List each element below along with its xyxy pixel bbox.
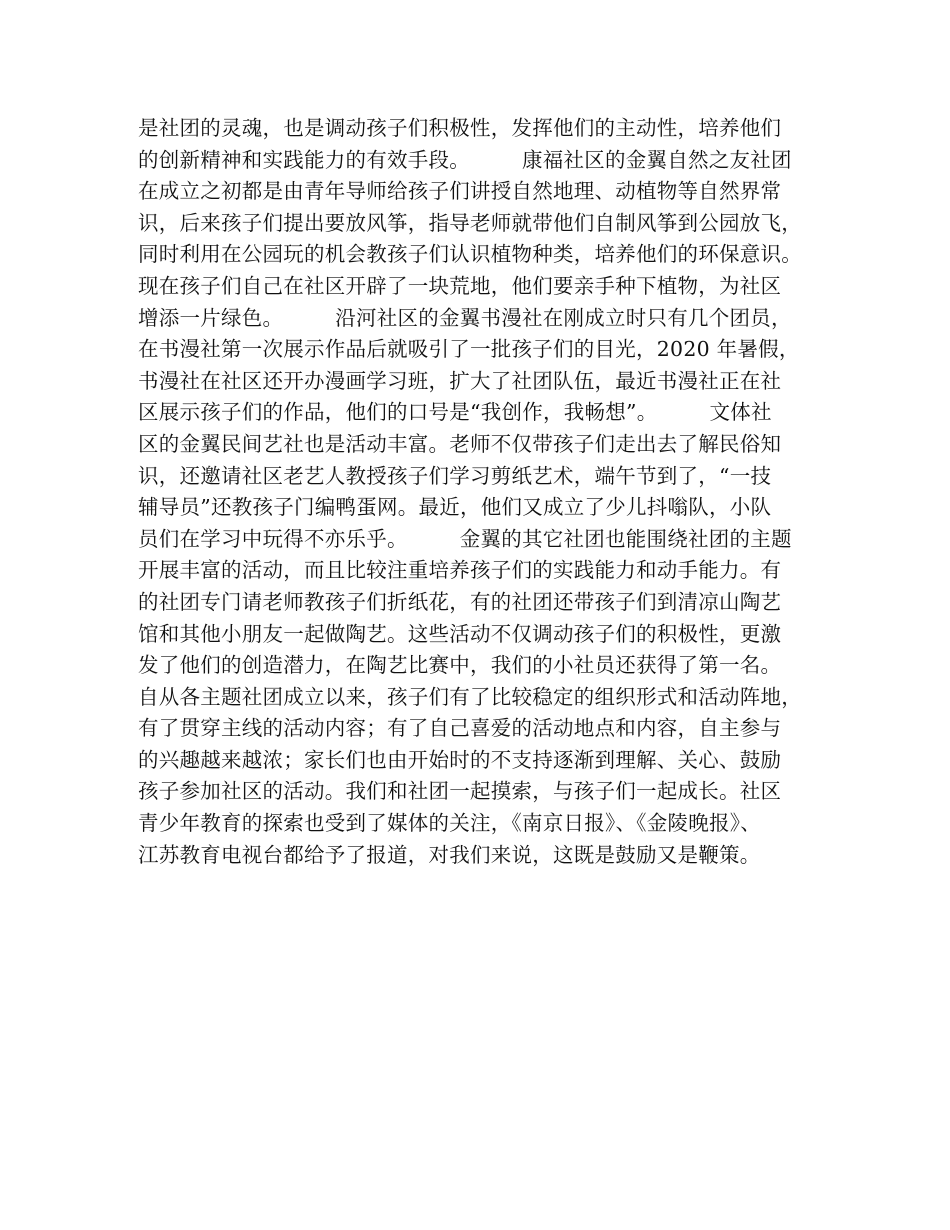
text-line: 识，后来孩子们提出要放风筝，指导老师就带他们自制风筝到公园放飞， bbox=[138, 210, 802, 235]
text-line: 在书漫社第一次展示作品后就吸引了一批孩子们的目光，2020 年暑假， bbox=[138, 337, 800, 362]
text-line: 同时利用在公园玩的机会教孩子们认识植物种类，培养他们的环保意识。 bbox=[138, 242, 802, 267]
text-line: 在成立之初都是由青年导师给孩子们讲授自然地理、动植物等自然界常 bbox=[138, 179, 782, 204]
text-line: 辅导员”还教孩子门编鸭蛋网。最近，他们又成立了少儿抖嗡队，小队 bbox=[138, 495, 772, 520]
text-line: 馆和其他小朋友一起做陶艺。这些活动不仅调动孩子们的积极性，更激 bbox=[138, 621, 782, 646]
text-line: 现在孩子们自己在社区开辟了一块荒地，他们要亲手种下植物，为社区 bbox=[138, 273, 782, 298]
text-line: 是社团的灵魂，也是调动孩子们积极性，发挥他们的主动性，培养他们 bbox=[138, 116, 782, 140]
text-line: 江苏教育电视台都给予了报道，对我们来说，这既是鼓励又是鞭策。 bbox=[138, 842, 761, 867]
text-line: 开展丰富的活动，而且比较注重培养孩子们的实践能力和动手能力。有 bbox=[138, 558, 782, 583]
text-line: 青少年教育的探索也受到了媒体的关注，《南京日报》、《金陵晚报》、 bbox=[138, 811, 761, 836]
text-line: 员们在学习中玩得不亦乐乎。 金翼的其它社团也能围绕社团的主题 bbox=[138, 526, 792, 551]
text-line: 区展示孩子们的作品，他们的口号是“我创作，我畅想”。 文体社 bbox=[138, 400, 772, 425]
text-line: 识，还邀请社区老艺人教授孩子们学习剪纸艺术，端午节到了，“一技 bbox=[138, 463, 772, 488]
text-line: 发了他们的创造潜力，在陶艺比赛中，我们的小社员还获得了第一名。 bbox=[138, 653, 782, 678]
text-line: 增添一片绿色。 沿河社区的金翼书漫社在刚成立时只有几个团员， bbox=[138, 305, 792, 330]
text-line: 书漫社在社区还开办漫画学习班，扩大了社团队伍，最近书漫社正在社 bbox=[138, 368, 782, 393]
text-line: 自从各主题社团成立以来，孩子们有了比较稳定的组织形式和活动阵地， bbox=[138, 684, 802, 709]
text-line: 的社团专门请老师教孩子们折纸花，有的社团还带孩子们到清凉山陶艺 bbox=[138, 589, 782, 614]
text-line: 孩子参加社区的活动。我们和社团一起摸索，与孩子们一起成长。社区 bbox=[138, 779, 782, 804]
text-line: 区的金翼民间艺社也是活动丰富。老师不仅带孩子们走出去了解民俗知 bbox=[138, 431, 782, 456]
text-line: 的兴趣越来越浓；家长们也由开始时的不支持逐渐到理解、关心、鼓励 bbox=[138, 747, 782, 772]
text-line: 有了贯穿主线的活动内容；有了自己喜爱的活动地点和内容，自主参与 bbox=[138, 716, 782, 741]
body-text bbox=[138, 113, 828, 871]
text-line: 的创新精神和实践能力的有效手段。 康福社区的金翼自然之友社团 bbox=[138, 147, 792, 172]
